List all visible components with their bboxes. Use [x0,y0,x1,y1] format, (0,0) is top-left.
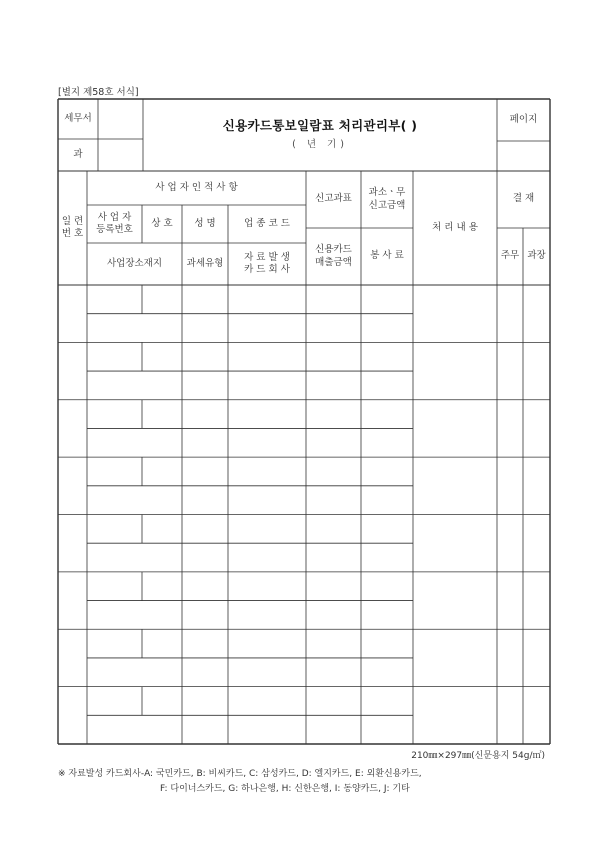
paper-size-note: 210㎜×297㎜(신문용지 54g/㎡) [411,751,545,761]
col-industry-code: 업 종 코 드 [244,217,290,229]
col-approval-manager: 과장 [527,250,546,262]
card-company-footnote-1: ※ 자료발성 카드회사-A: 국민카드, B: 비씨카드, C: 삼성카드, D: 엘지카드, E: 외환신용카드, [58,769,422,779]
tax-office-field[interactable] [98,99,143,139]
col-tax-type: 과세유형 [186,257,224,269]
card-company-footnote-2: F: 다이너스카드, G: 하나은행, H: 신한은행, I: 동양카드, J: 기타 [160,784,410,794]
page-title: 신용카드통보일람표 처리관리부( ) [222,117,418,133]
col-name: 성 명 [194,217,216,229]
section-field[interactable] [98,139,143,171]
col-business-info: 사 업 자 인 적 사 항 [155,181,238,193]
tax-office-label: 세무서 [64,112,92,124]
col-business-address: 사업장소재지 [106,257,163,269]
col-approval: 결 재 [512,193,535,205]
year-period: ( 년 기) [292,138,348,150]
col-under-reported-amount: 과소ㆍ무 신고금액 [368,187,406,211]
col-report-table: 신고과표 [315,193,352,205]
col-approval-staff: 주무 [500,250,520,262]
page-number-field[interactable] [497,141,550,171]
col-card-sales-amount: 신용카드 매출금액 [315,244,352,268]
col-service-fee: 봉 사 료 [370,250,404,262]
col-processing-details: 처 리 내 용 [432,221,478,233]
col-issuing-card-company: 자 료 발 생 카 드 회 사 [244,251,290,275]
section-label: 과 [73,148,83,160]
page-label: 페이지 [509,113,538,125]
col-biz-reg-no: 사 업 자 등록번호 [96,211,133,235]
form-number-label: [별지 제58호 서식] [58,87,139,98]
col-serial-number: 일 련 번 호 [61,215,84,239]
col-trade-name: 상 호 [151,217,173,229]
